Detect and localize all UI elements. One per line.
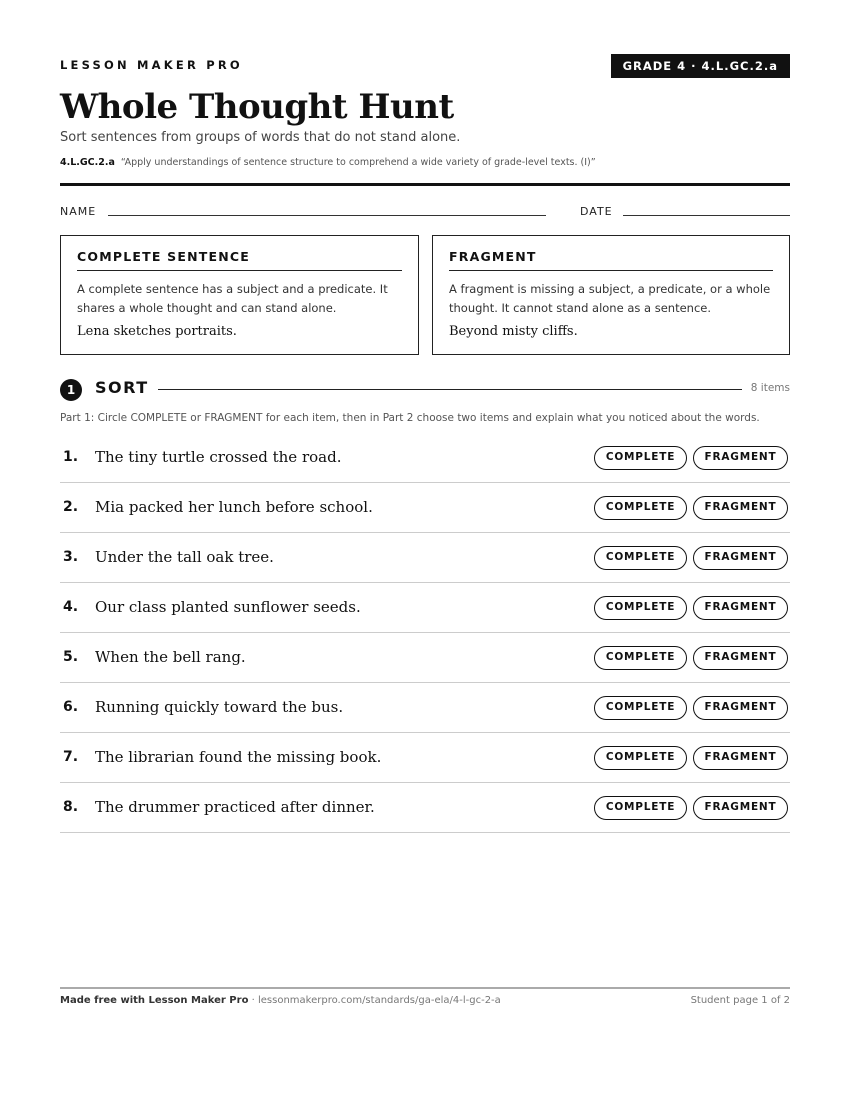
item-text: Under the tall oak tree. bbox=[95, 548, 274, 566]
card-title: FRAGMENT bbox=[449, 249, 773, 271]
card-example: Lena sketches portraits. bbox=[77, 324, 237, 339]
fragment-option[interactable]: FRAGMENT bbox=[693, 646, 788, 670]
item-list bbox=[60, 433, 790, 833]
item-text: The drummer practiced after dinner. bbox=[95, 798, 375, 816]
list-item bbox=[60, 433, 790, 483]
list-item bbox=[60, 483, 790, 533]
complete-option[interactable]: COMPLETE bbox=[594, 796, 687, 820]
complete-option[interactable]: COMPLETE bbox=[594, 646, 687, 670]
header-divider bbox=[60, 183, 790, 186]
section-instructions: Part 1: Circle COMPLETE or FRAGMENT for each item, then in Part 2 choose two items and explain what you noticed about the words. bbox=[60, 412, 760, 424]
footer-made-with: Made free with Lesson Maker Pro bbox=[60, 995, 249, 1006]
list-item bbox=[60, 783, 790, 833]
complete-option[interactable]: COMPLETE bbox=[594, 546, 687, 570]
item-number: 2. bbox=[63, 499, 79, 515]
page-subtitle: Sort sentences from groups of words that do not stand alone. bbox=[60, 130, 461, 145]
card-example: Beyond misty cliffs. bbox=[449, 324, 578, 339]
name-field[interactable] bbox=[108, 215, 546, 216]
fragment-option[interactable]: FRAGMENT bbox=[693, 446, 788, 470]
fragment-option[interactable]: FRAGMENT bbox=[693, 596, 788, 620]
complete-option[interactable]: COMPLETE bbox=[594, 596, 687, 620]
fragment-card bbox=[432, 235, 790, 355]
item-number: 5. bbox=[63, 649, 79, 665]
section-title: SORT bbox=[95, 378, 149, 397]
item-number: 3. bbox=[63, 549, 79, 565]
name-label: NAME bbox=[60, 205, 97, 218]
item-text: When the bell rang. bbox=[95, 648, 246, 666]
page-title: Whole Thought Hunt bbox=[60, 87, 454, 127]
footer-url: · lessonmakerpro.com/standards/ga-ela/4-l-gc-2-a bbox=[248, 995, 501, 1006]
worksheet-page bbox=[60, 0, 790, 1100]
item-text: Running quickly toward the bus. bbox=[95, 698, 344, 716]
brand-name: LESSON MAKER PRO bbox=[60, 58, 243, 72]
standard-text: “Apply understandings of sentence structure to comprehend a wide variety of grade-level texts. (I)” bbox=[120, 157, 596, 168]
list-item bbox=[60, 683, 790, 733]
item-text: The librarian found the missing book. bbox=[95, 748, 382, 766]
card-description: A fragment is missing a subject, a predicate, or a whole thought. It cannot stand alone as a sentence. bbox=[449, 282, 771, 315]
item-text: Mia packed her lunch before school. bbox=[95, 498, 373, 516]
date-field[interactable] bbox=[623, 215, 790, 216]
item-count: 8 items bbox=[750, 382, 790, 394]
date-label: DATE bbox=[580, 205, 613, 218]
section-number-badge: 1 bbox=[60, 379, 82, 401]
grade-badge: GRADE 4 · 4.L.GC.2.a bbox=[611, 54, 790, 78]
standard-code: 4.L.GC.2.a bbox=[60, 157, 115, 168]
item-number: 8. bbox=[63, 799, 79, 815]
footer-credit bbox=[60, 995, 501, 1006]
fragment-option[interactable]: FRAGMENT bbox=[693, 746, 788, 770]
item-number: 4. bbox=[63, 599, 79, 615]
complete-option[interactable]: COMPLETE bbox=[594, 446, 687, 470]
card-title: COMPLETE SENTENCE bbox=[77, 249, 402, 271]
fragment-option[interactable]: FRAGMENT bbox=[693, 696, 788, 720]
section-divider bbox=[158, 389, 742, 390]
complete-option[interactable]: COMPLETE bbox=[594, 496, 687, 520]
footer-divider bbox=[60, 987, 790, 989]
item-text: Our class planted sunflower seeds. bbox=[95, 598, 361, 616]
item-number: 6. bbox=[63, 699, 79, 715]
footer-page-number: Student page 1 of 2 bbox=[690, 995, 790, 1006]
item-text: The tiny turtle crossed the road. bbox=[95, 448, 342, 466]
complete-option[interactable]: COMPLETE bbox=[594, 696, 687, 720]
list-item bbox=[60, 633, 790, 683]
item-number: 7. bbox=[63, 749, 79, 765]
complete-sentence-card bbox=[60, 235, 419, 355]
fragment-option[interactable]: FRAGMENT bbox=[693, 496, 788, 520]
complete-option[interactable]: COMPLETE bbox=[594, 746, 687, 770]
fragment-option[interactable]: FRAGMENT bbox=[693, 546, 788, 570]
fragment-option[interactable]: FRAGMENT bbox=[693, 796, 788, 820]
item-number: 1. bbox=[63, 449, 79, 465]
list-item bbox=[60, 583, 790, 633]
standard-line bbox=[60, 157, 596, 168]
card-description: A complete sentence has a subject and a predicate. It shares a whole thought and can stand alone. bbox=[77, 282, 388, 315]
list-item bbox=[60, 533, 790, 583]
list-item bbox=[60, 733, 790, 783]
